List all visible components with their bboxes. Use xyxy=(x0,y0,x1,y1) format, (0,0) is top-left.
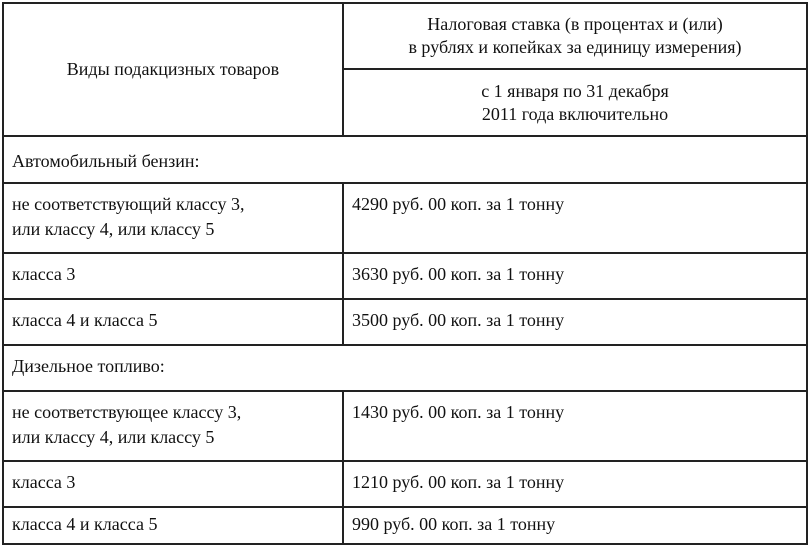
column-divider xyxy=(342,508,344,543)
column-header-rate-line1: Налоговая ставка (в процентах и (или) xyxy=(427,14,723,34)
column-divider xyxy=(342,462,344,506)
tax-rate: 1210 руб. 00 коп. за 1 тонну xyxy=(352,472,565,492)
table-header xyxy=(4,4,806,137)
section-title-row xyxy=(4,346,806,392)
section-title: Автомобильный бензин: xyxy=(12,151,200,171)
column-divider xyxy=(342,392,344,460)
section-title-row xyxy=(4,137,806,184)
goods-name: класса 3 xyxy=(12,264,76,284)
goods-name: класса 4 и класса 5 xyxy=(12,310,158,330)
tax-rate: 990 руб. 00 коп. за 1 тонну xyxy=(352,514,556,534)
tax-rate: 1430 руб. 00 коп. за 1 тонну xyxy=(352,402,565,422)
tax-rate: 3630 руб. 00 коп. за 1 тонну xyxy=(352,264,565,284)
column-header-rate xyxy=(344,4,806,70)
goods-name-line2: или классу 4, или классу 5 xyxy=(12,427,215,447)
tax-rate: 3500 руб. 00 коп. за 1 тонну xyxy=(352,310,565,330)
goods-name-line2: или классу 4, или классу 5 xyxy=(12,219,215,239)
table-row xyxy=(4,184,806,254)
goods-name: класса 4 и класса 5 xyxy=(12,514,158,534)
column-divider xyxy=(342,254,344,298)
excise-tax-table xyxy=(2,2,808,545)
goods-name-line1: не соответствующее классу 3, xyxy=(12,402,242,422)
column-header-goods: Виды подакцизных товаров xyxy=(66,59,280,79)
column-header-rate-line2: в рублях и копейках за единицу измерения) xyxy=(408,37,742,57)
table-row xyxy=(4,300,806,346)
tax-rate: 4290 руб. 00 коп. за 1 тонну xyxy=(352,194,565,214)
goods-name xyxy=(12,184,338,252)
table-row xyxy=(4,392,806,462)
column-header-period xyxy=(344,70,806,135)
period-line1: с 1 января по 31 декабря xyxy=(481,80,669,101)
column-divider xyxy=(342,184,344,252)
table-row xyxy=(4,508,806,543)
table-row xyxy=(4,462,806,508)
table-row xyxy=(4,254,806,300)
column-divider xyxy=(342,300,344,344)
period-line2: 2011 года включительно xyxy=(481,103,669,124)
goods-name-line1: не соответствующий классу 3, xyxy=(12,194,245,214)
section-title: Дизельное топливо: xyxy=(12,356,165,376)
goods-name: класса 3 xyxy=(12,472,76,492)
goods-name xyxy=(12,392,338,460)
